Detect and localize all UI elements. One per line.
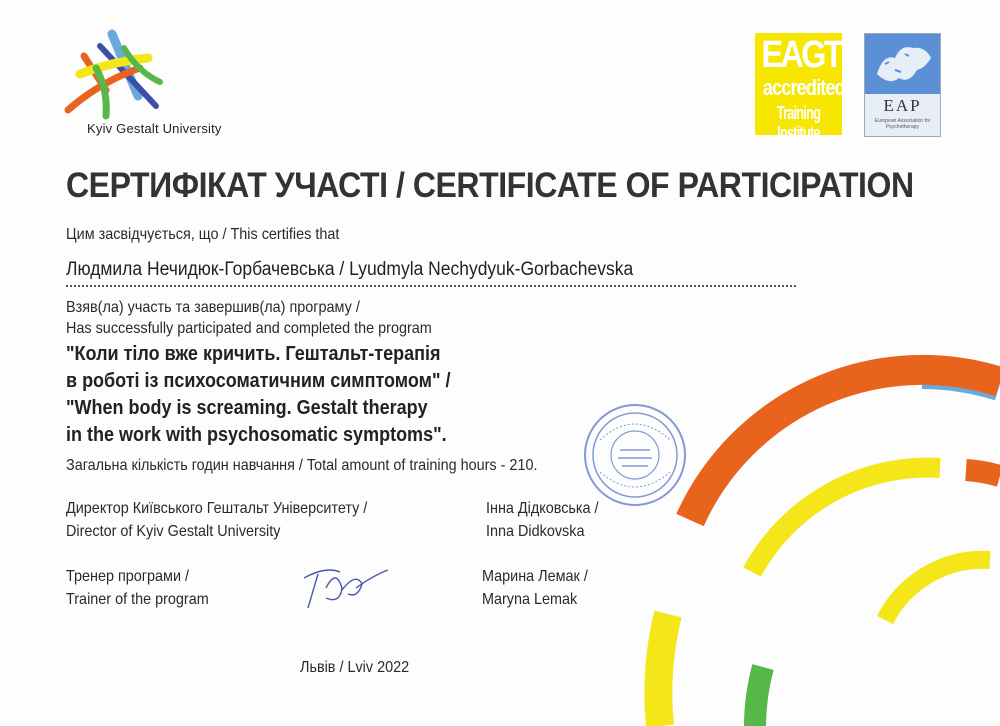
program-title-line-1: "Коли тіло вже кричить. Гештальт-терапія [66,343,441,365]
director-name-en: Inna Didkovska [486,523,585,540]
participated-en: Has successfully participated and completed the program [66,320,432,337]
certificate-title: СЕРТИФІКАТ УЧАСТІ / CERTIFICATE OF PARTICIPATION [66,166,914,205]
program-title-line-2: в роботі із психосоматичним симптомом" / [66,370,451,392]
director-role-en: Director of Kyiv Gestalt University [66,523,281,540]
university-logo-text: Kyiv Gestalt University [87,121,222,136]
recipient-name: Людмила Нечидюк-Горбачевська / Lyudmyla Nechydyuk-Gorbachevska [66,259,634,280]
recipient-name-line [66,259,796,287]
place-and-date: Львів / Lviv 2022 [300,659,410,676]
yellow-middle-arc [752,468,940,572]
program-title-line-4: in the work with psychosomatic symptoms". [66,424,447,446]
green-arc [755,667,763,726]
eagt-accredited: accredited [762,75,845,100]
official-stamp-icon [580,400,690,510]
eap-badge [864,33,941,137]
director-role-ua: Директор Київського Гештальт Університету / [66,500,368,517]
participated-ua: Взяв(ла) участь та завершив(ла) програму / [66,299,360,316]
eagt-title: EAGT [761,34,842,76]
trainer-signature-icon [296,558,391,613]
director-name-ua: Інна Дідковська / [486,500,599,517]
training-hours: Загальна кількість годин навчання / Total amount of training hours - 210. [66,457,538,474]
eap-subtitle: European Association for Psychotherapy [874,118,931,130]
eagt-badge [755,33,845,143]
kyiv-gestalt-logo-icon [60,28,170,128]
trainer-role-ua: Тренер програми / [66,568,190,585]
inner-yellow-arc [885,560,990,620]
eagt-training-institute: Training Institute [776,103,821,143]
eap-label: EAP [883,96,922,115]
trainer-role-en: Trainer of the program [66,591,209,608]
program-title-line-3: "When body is screaming. Gestalt therapy [66,397,428,419]
trainer-name-ua: Марина Лемак / [482,568,588,585]
trainer-name-en: Maryna Lemak [482,591,578,608]
europe-map-icon [865,34,940,94]
yellow-lower-arc [658,614,668,726]
certifies-text: Цим засвідчується, що / This certifies that [66,226,340,243]
orange-arc [690,370,1000,520]
inner-orange-arc [966,470,1000,476]
